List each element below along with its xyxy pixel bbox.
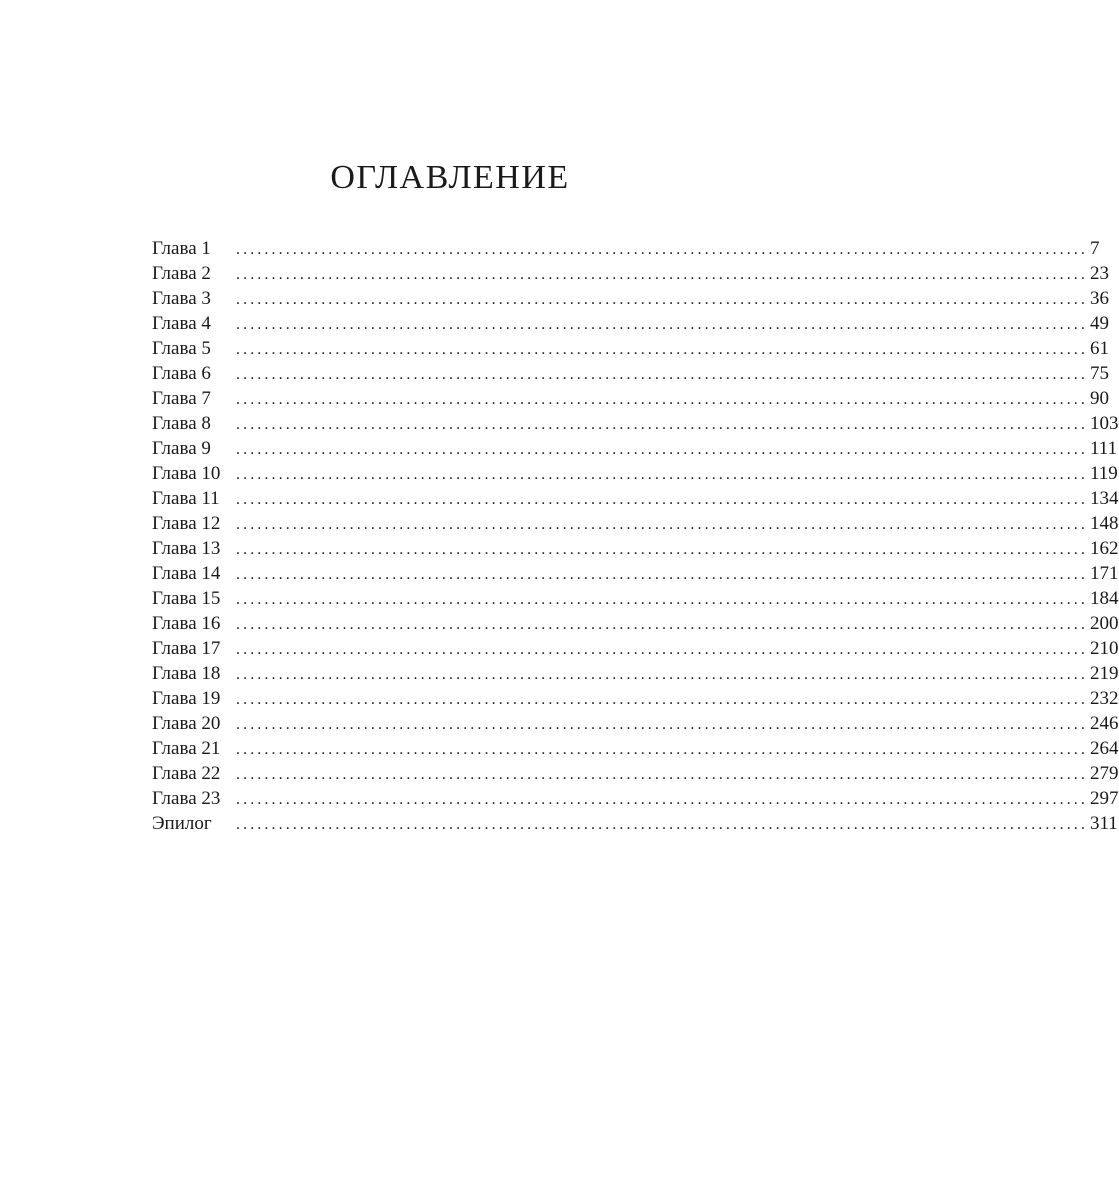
dot-leader: ........................................................................................................................ [236, 466, 1088, 483]
dot-leader: ........................................................................................................................ [236, 341, 1088, 358]
toc-entry-page-number: 210 [1090, 638, 1119, 659]
toc-entry [152, 511, 1119, 536]
dot-leader: ........................................................................................................................ [236, 441, 1088, 458]
toc-entry-page-number: 200 [1090, 613, 1119, 634]
dot-leader: ........................................................................................................................ [236, 391, 1088, 408]
toc-entry [152, 361, 1109, 386]
dot-leader: ........................................................................................................................ [236, 291, 1088, 308]
dot-leader: ........................................................................................................................ [236, 591, 1088, 608]
toc-entry-page-number: 148 [1090, 513, 1119, 534]
toc-entry-label: Глава 20 [152, 713, 221, 734]
toc-entry [152, 261, 1109, 286]
toc-entry-label: Глава 6 [152, 363, 211, 384]
toc-entry-page-number: 246 [1090, 713, 1119, 734]
toc-entry-label: Глава 5 [152, 338, 211, 359]
dot-leader: ........................................................................................................................ [236, 491, 1088, 508]
toc-entry-label: Глава 13 [152, 538, 221, 559]
toc-entry [152, 686, 1119, 711]
toc-entry-page-number: 171 [1090, 563, 1119, 584]
toc-entry-label: Глава 8 [152, 413, 211, 434]
toc-entry-label: Глава 3 [152, 288, 211, 309]
toc-entry-page-number: 162 [1090, 538, 1119, 559]
toc-entry [152, 711, 1119, 736]
toc-entry [152, 286, 1109, 311]
toc-entry-page-number: 264 [1090, 738, 1119, 759]
toc-entry-label: Глава 14 [152, 563, 221, 584]
toc-entry-page-number: 111 [1090, 438, 1118, 459]
dot-leader: ........................................................................................................................ [236, 641, 1088, 658]
toc-entry [152, 761, 1119, 786]
dot-leader: ........................................................................................................................ [236, 241, 1088, 258]
toc-entry [152, 411, 1119, 436]
dot-leader: ........................................................................................................................ [236, 266, 1088, 283]
dot-leader: ........................................................................................................................ [236, 566, 1088, 583]
toc-entry [152, 561, 1119, 586]
toc-entry-label: Глава 2 [152, 263, 211, 284]
toc-entry [152, 386, 1109, 411]
toc-entry-page-number: 311 [1090, 813, 1118, 834]
toc-entry-page-number: 119 [1090, 463, 1118, 484]
toc-entry-page-number: 219 [1090, 663, 1119, 684]
toc-entry-label: Глава 19 [152, 688, 221, 709]
toc-entry [152, 486, 1119, 511]
dot-leader: ........................................................................................................................ [236, 416, 1088, 433]
toc-entry-label: Глава 7 [152, 388, 211, 409]
dot-leader: ........................................................................................................................ [236, 741, 1088, 758]
toc-entry-page-number: 75 [1090, 363, 1109, 384]
toc-entry [152, 436, 1118, 461]
toc-entry-page-number: 49 [1090, 313, 1109, 334]
toc-entry-label: Глава 17 [152, 638, 221, 659]
page-title: ОГЛАВЛЕНИЕ [330, 159, 570, 196]
toc-entry-page-number: 23 [1090, 263, 1109, 284]
toc-entry-page-number: 90 [1090, 388, 1109, 409]
toc-entry-page-number: 7 [1090, 238, 1100, 259]
toc-entry-page-number: 103 [1090, 413, 1119, 434]
toc-entry [152, 736, 1119, 761]
dot-leader: ........................................................................................................................ [236, 366, 1088, 383]
toc-entry-label: Глава 18 [152, 663, 221, 684]
toc-entry [152, 636, 1119, 661]
toc-entry-page-number: 279 [1090, 763, 1119, 784]
toc-entry-label: Глава 11 [152, 488, 220, 509]
toc-entry-label: Глава 22 [152, 763, 221, 784]
toc-entry [152, 786, 1119, 811]
toc-entry [152, 236, 1100, 261]
dot-leader: ........................................................................................................................ [236, 316, 1088, 333]
toc-entry-label: Глава 1 [152, 238, 211, 259]
toc-entry [152, 661, 1119, 686]
toc-entry [152, 311, 1109, 336]
table-of-contents [152, 236, 1119, 836]
toc-entry [152, 336, 1109, 361]
toc-entry-label: Глава 10 [152, 463, 221, 484]
toc-entry-page-number: 297 [1090, 788, 1119, 809]
dot-leader: ........................................................................................................................ [236, 816, 1088, 833]
dot-leader: ........................................................................................................................ [236, 541, 1088, 558]
toc-entry [152, 586, 1119, 611]
dot-leader: ........................................................................................................................ [236, 766, 1088, 783]
toc-entry-label: Глава 16 [152, 613, 221, 634]
toc-entry [152, 536, 1119, 561]
toc-entry-label: Глава 4 [152, 313, 211, 334]
dot-leader: ........................................................................................................................ [236, 791, 1088, 808]
toc-entry [152, 461, 1118, 486]
toc-entry-label: Глава 15 [152, 588, 221, 609]
toc-entry-label: Глава 12 [152, 513, 221, 534]
toc-entry-page-number: 184 [1090, 588, 1119, 609]
dot-leader: ........................................................................................................................ [236, 716, 1088, 733]
dot-leader: ........................................................................................................................ [236, 516, 1088, 533]
toc-entry-page-number: 61 [1090, 338, 1109, 359]
toc-entry [152, 811, 1118, 836]
toc-entry-page-number: 232 [1090, 688, 1119, 709]
dot-leader: ........................................................................................................................ [236, 666, 1088, 683]
dot-leader: ........................................................................................................................ [236, 616, 1088, 633]
dot-leader: ........................................................................................................................ [236, 691, 1088, 708]
toc-entry-label: Глава 9 [152, 438, 211, 459]
toc-entry-label: Глава 23 [152, 788, 221, 809]
toc-entry-page-number: 36 [1090, 288, 1109, 309]
toc-entry-label: Глава 21 [152, 738, 221, 759]
toc-entry-page-number: 134 [1090, 488, 1119, 509]
toc-entry [152, 611, 1119, 636]
toc-entry-label: Эпилог [152, 813, 212, 834]
